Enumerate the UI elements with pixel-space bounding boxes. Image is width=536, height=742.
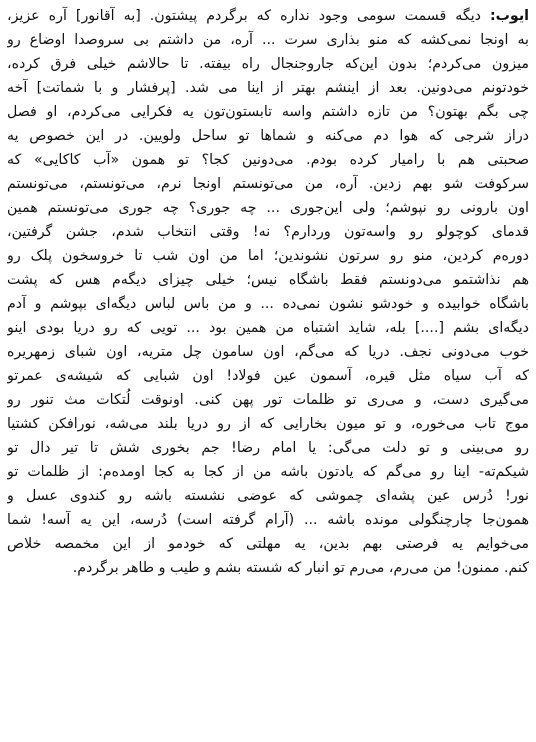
- text-line: خودتونم می‌دونین. بعد از اینشم بهتر از اینا می شد. [پرفشار و با شماتت] آخه: [7, 80, 529, 96]
- text-line: صحبتی هم با رامیار کرده بودم. می‌دونین کجا؟ تو همون «آب کاکایی» که: [7, 152, 529, 168]
- text-line: باشگاه خوابیده و خودشو نشون نمی‌ده ... و من باس لباس دیگه‌ای بپوشم و آدم: [7, 296, 529, 312]
- text-line: چی بگم بهتون؟ من تازه داشتم واسه تابستون‌تون یه فکرایی می‌کردم، او فصل: [7, 104, 529, 120]
- text-line: قدمای کوچولو رو واسه‌تون وردارم؟ نه! وقتی انتخاب شدم، جشن گرفتین،: [7, 224, 529, 240]
- text-line: رو می‌بینی و تو دلت می‌گی: یا امام رضا! جم بخوری شش تا تیر دال تو: [7, 440, 529, 456]
- text-line: اون بارونی رو نپوشم؛ ولی این‌جوری ... چه جوری؟ چه جوری می‌تونستم همین: [7, 200, 529, 216]
- text-line: سرکوفت شو بهم زدین. آره، من می‌تونستم اونجا نرم، می‌تونستم، می‌تونستم: [7, 176, 529, 192]
- text-line: میزون می‌کردم؛ بدون این‌که جاروجنجال راه بیفته. تا حالاشم خیلی فرق کرده،: [7, 56, 529, 72]
- document-body: [7, 4, 529, 580]
- text-line: به اونجا نمی‌کشه که منو بذاری سرت ... آره، من داشتم بی سروصدا اوضاع رو: [7, 32, 529, 48]
- line-text: دیگه قسمت سومی وجود نداره که برگردم پیشتون. [به آقانور] آره عزیز،: [7, 8, 481, 24]
- text-line: که آب سیاه مثل قیره، آسمون عین فولاد! اون شبایی که شیشه‌ی عمرتو: [7, 368, 529, 384]
- text-line: دوره‌م کردین، منو رو سرتون نشوندین؛ اما من اون شب تا خروسخون پلک رو: [7, 248, 529, 264]
- text-line: نور! دُرس عین پشه‌ای چموشی که عوضی نشسته باشه رو کندوی عسل و: [7, 488, 529, 504]
- text-line: همون‌جا چارچنگولی مونده باشه ... (آرام گرفته است) دُرسه، این یه آسه! شما: [7, 512, 529, 528]
- text-line: کنم. ممنون! من می‌رم، می‌رم تو انبار که شسته بشم و طیب و طاهر برگردم.: [72, 560, 529, 576]
- text-line: می‌گیری دست، و می‌ری تو ظلمات تور پهن کنی. اونوقت لُتکات مث تنور رو: [7, 392, 529, 408]
- text-line: [7, 4, 529, 28]
- text-line: موج تاب می‌خوره، و تو میون بخارایی که از رو دریا بلند می‌شه، نورافکن کشتیا: [7, 416, 529, 432]
- text-line: هم نذاشتمو می‌دونستم فقط باشگاه نیس؛ خیلی چیزای دیگه‌م هس که پشت: [7, 272, 529, 288]
- text-line: می‌خوایم یه فرصتی بهم بدین، یه مهلتی که خودمو از این مخمصه خلاص: [7, 536, 529, 552]
- speaker-name: ایوب:: [490, 8, 529, 24]
- text-line: دراز شرجی که هوا دم می‌کنه و شماها تو ساحل ولویین. در این خصوص یه: [7, 128, 529, 144]
- text-line: شیکم‌ته- اینا رو می‌گم که یادتون باشه من از کجا به کجا اومده‌م: از ظلمات تو: [7, 464, 529, 480]
- text-line: خوب می‌دونی نجف. دریا که می‌گم، اون سامون چل متریه، اون شبای زمهریره: [7, 344, 529, 360]
- text-line: دیگه‌ای بشم [....] بله، شاید اشتباه من همین بود ... تویی که رو دریا بودی اینو: [7, 320, 529, 336]
